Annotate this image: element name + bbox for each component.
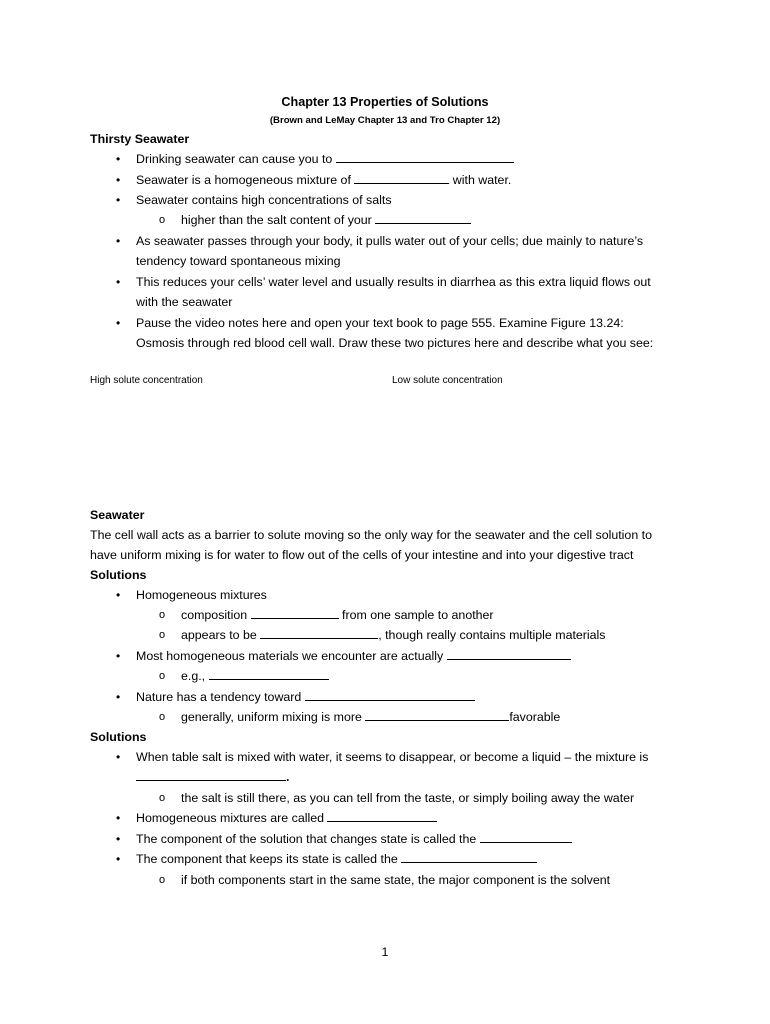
bullet-icon: • bbox=[116, 832, 121, 846]
bullet-icon: • bbox=[116, 649, 121, 663]
answer-blank[interactable] bbox=[209, 668, 329, 680]
answer-blank[interactable] bbox=[401, 851, 537, 863]
section-heading-solutions-2: Solutions bbox=[90, 730, 147, 744]
list-item-continuation: Osmosis through red blood cell wall. Draw these two pictures here and describe what you see: bbox=[136, 336, 654, 350]
figure-label-high: High solute concentration bbox=[90, 375, 203, 386]
answer-blank[interactable] bbox=[480, 831, 572, 843]
bullet-icon: • bbox=[116, 193, 121, 207]
bullet-icon: • bbox=[116, 811, 121, 825]
sub-list-item: if both components start in the same state, the major component is the solvent bbox=[181, 873, 611, 887]
sub-bullet-icon: o bbox=[159, 214, 166, 226]
list-item: Homogeneous mixtures bbox=[136, 588, 267, 602]
list-item: Most homogeneous materials we encounter are actually bbox=[136, 648, 571, 664]
list-item: Drinking seawater can cause you to bbox=[136, 151, 514, 167]
answer-blank[interactable] bbox=[365, 709, 509, 721]
page-subtitle: (Brown and LeMay Chapter 13 and Tro Chapter 12) bbox=[269, 115, 501, 126]
sub-list-item: composition from one sample to another bbox=[181, 608, 494, 622]
list-item-continuation: . bbox=[136, 769, 289, 785]
sub-bullet-icon: o bbox=[159, 792, 166, 804]
list-item: When table salt is mixed with water, it seems to disappear, or become a liquid – the mixture is bbox=[136, 750, 649, 764]
page-title: Chapter 13 Properties of Solutions bbox=[281, 95, 489, 109]
bullet-icon: • bbox=[116, 316, 121, 330]
bullet-icon: • bbox=[116, 588, 121, 602]
bullet-icon: • bbox=[116, 275, 121, 289]
list-item: The component that keeps its state is called the bbox=[136, 851, 537, 867]
list-item-continuation: tendency toward spontaneous mixing bbox=[136, 254, 341, 268]
answer-blank[interactable] bbox=[327, 810, 437, 822]
list-item: Homogeneous mixtures are called bbox=[136, 810, 437, 826]
sub-bullet-icon: o bbox=[159, 874, 166, 886]
section-heading-solutions: Solutions bbox=[90, 568, 147, 582]
list-item: Seawater is a homogeneous mixture of with water. bbox=[136, 173, 512, 187]
bullet-icon: • bbox=[116, 690, 121, 704]
sub-bullet-icon: o bbox=[159, 609, 166, 621]
figure-label-low: Low solute concentration bbox=[392, 375, 503, 386]
bullet-icon: • bbox=[116, 234, 121, 248]
paragraph-line: have uniform mixing is for water to flow out of the cells of your intestine and into your digestive tract bbox=[90, 548, 634, 562]
bullet-icon: • bbox=[116, 173, 121, 187]
sub-list-item: higher than the salt content of your bbox=[181, 212, 471, 228]
answer-blank[interactable] bbox=[375, 212, 471, 224]
answer-blank[interactable] bbox=[354, 172, 449, 184]
sub-list-item: generally, uniform mixing is more favorable bbox=[181, 710, 561, 724]
answer-blank[interactable] bbox=[251, 607, 339, 619]
drawing-area[interactable] bbox=[90, 392, 680, 502]
sub-list-item: e.g., bbox=[181, 668, 329, 684]
section-heading-seawater: Seawater bbox=[90, 508, 145, 522]
answer-blank[interactable] bbox=[305, 689, 475, 701]
list-item: This reduces your cells’ water level and usually results in diarrhea as this extra liquid flows out bbox=[136, 275, 651, 289]
paragraph-line: The cell wall acts as a barrier to solute moving so the only way for the seawater and the cell solution to bbox=[90, 528, 652, 542]
answer-blank[interactable] bbox=[136, 769, 286, 781]
answer-blank[interactable] bbox=[336, 151, 514, 163]
sub-bullet-icon: o bbox=[159, 711, 166, 723]
sub-list-item: the salt is still there, as you can tell from the taste, or simply boiling away the water bbox=[181, 791, 635, 805]
list-item: The component of the solution that changes state is called the bbox=[136, 831, 572, 847]
sub-list-item: appears to be , though really contains multiple materials bbox=[181, 628, 606, 642]
answer-blank[interactable] bbox=[260, 627, 378, 639]
list-item: As seawater passes through your body, it pulls water out of your cells; due mainly to nature’s bbox=[136, 234, 644, 248]
sub-bullet-icon: o bbox=[159, 629, 166, 641]
list-item: Seawater contains high concentrations of salts bbox=[136, 193, 392, 207]
bullet-icon: • bbox=[116, 152, 121, 166]
page-number: 1 bbox=[381, 945, 389, 959]
section-heading-thirsty-seawater: Thirsty Seawater bbox=[90, 132, 190, 146]
answer-blank[interactable] bbox=[447, 648, 571, 660]
sub-bullet-icon: o bbox=[159, 670, 166, 682]
list-item-continuation: with the seawater bbox=[136, 295, 233, 309]
list-item: Nature has a tendency toward bbox=[136, 689, 475, 705]
bullet-icon: • bbox=[116, 852, 121, 866]
list-item: Pause the video notes here and open your text book to page 555. Examine Figure 13.24: bbox=[136, 316, 624, 330]
bullet-icon: • bbox=[116, 750, 121, 764]
